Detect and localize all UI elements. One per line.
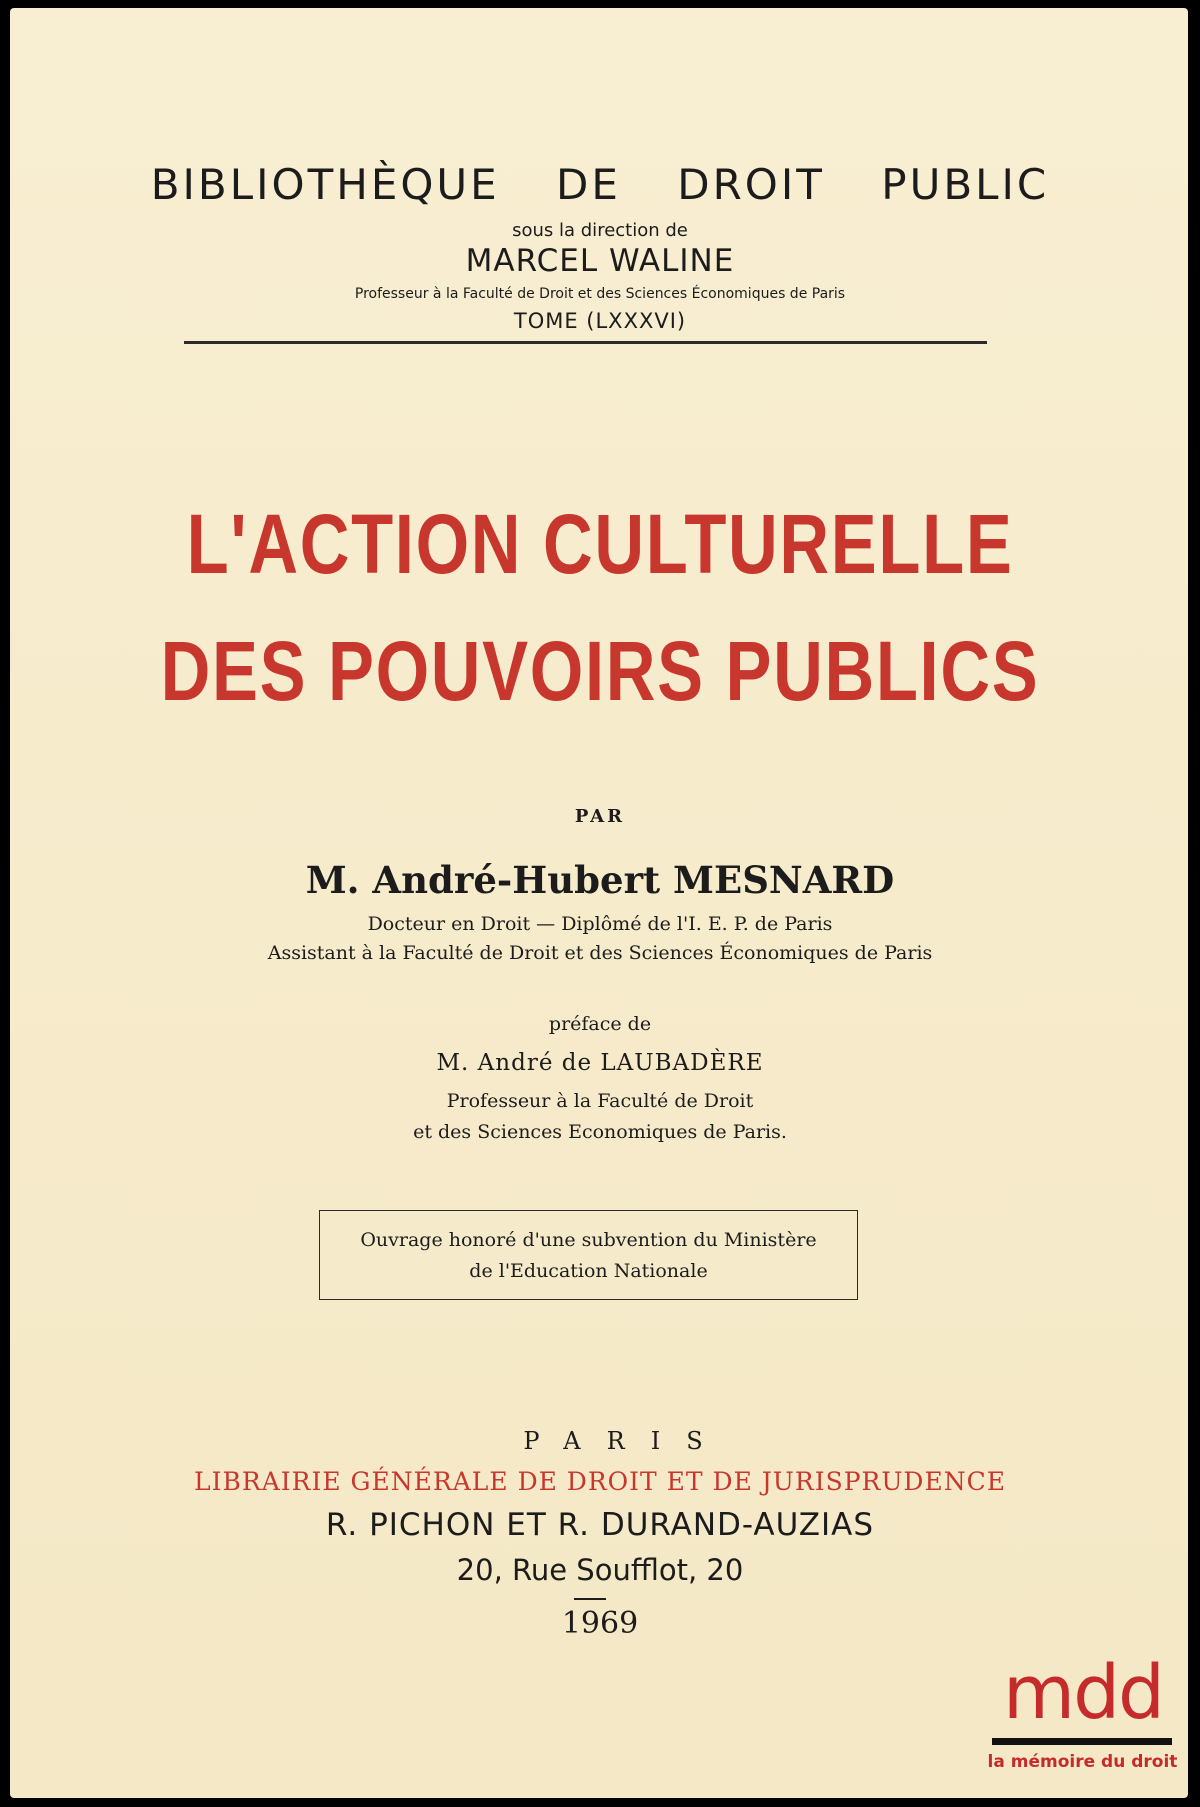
- publisher-name: LIBRAIRIE GÉNÉRALE DE DROIT ET DE JURISPRUDENCE: [194, 1467, 1006, 1496]
- book-title-line-1: L'ACTION CULTURELLE: [186, 497, 1014, 591]
- mdd-logo: [980, 1650, 1185, 1790]
- preface-author-name: M. André de LAUBADÈRE: [436, 1050, 764, 1076]
- preface-author-role-2: et des Sciences Economiques de Paris.: [413, 1121, 787, 1143]
- author-name: M. André-Hubert MESNARD: [305, 858, 895, 902]
- publication-year: 1969: [561, 1606, 639, 1641]
- author-credential-2: Assistant à la Faculté de Droit et des Sciences Économiques de Paris: [267, 942, 933, 964]
- author-credential-1: Docteur en Droit — Diplômé de l'I. E. P. de Paris: [367, 913, 833, 935]
- grant-notice-line-2: de l'Education Nationale: [469, 1260, 708, 1282]
- mdd-logo-rule: [992, 1738, 1172, 1745]
- publisher-proprietors: R. PICHON ET R. DURAND-AUZIAS: [325, 1507, 875, 1543]
- author-par-label: PAR: [574, 806, 626, 827]
- series-direction-label: sous la direction de: [512, 220, 688, 241]
- mdd-logo-tagline: la mémoire du droit: [987, 1752, 1178, 1772]
- preface-label: préface de: [548, 1013, 652, 1035]
- book-title-line-2: DES POUVOIRS PUBLICS: [160, 624, 1040, 718]
- publisher-address: 20, Rue Soufflot, 20: [456, 1553, 744, 1587]
- series-director-role: Professeur à la Faculté de Droit et des Sciences Économiques de Paris: [354, 286, 846, 302]
- series-director: MARCEL WALINE: [465, 243, 735, 279]
- header-divider: [184, 341, 987, 344]
- mdd-logo-letters: mdd: [1002, 1650, 1164, 1736]
- series-tome: TOME (LXXXVI): [513, 309, 687, 333]
- grant-notice-box: [319, 1210, 858, 1300]
- year-divider: [574, 1598, 606, 1600]
- series-title: BIBLIOTHÈQUE DE DROIT PUBLIC: [150, 160, 1050, 209]
- preface-author-role-1: Professeur à la Faculté de Droit: [446, 1090, 754, 1112]
- publisher-city: PARIS: [523, 1427, 729, 1455]
- grant-notice-line-1: Ouvrage honoré d'une subvention du Ministère: [360, 1229, 817, 1251]
